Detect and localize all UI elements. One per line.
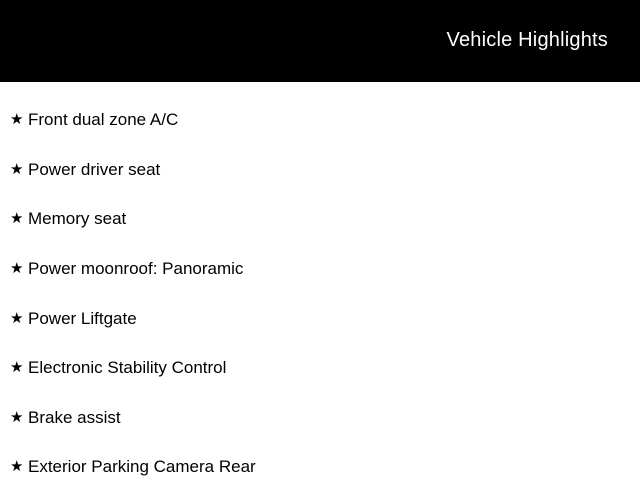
star-icon: ★	[10, 160, 24, 178]
list-item-label: Power driver seat	[28, 159, 161, 179]
list-item-label: Electronic Stability Control	[28, 358, 227, 378]
list-item	[0, 145, 640, 195]
star-icon: ★	[10, 458, 24, 476]
star-icon: ★	[10, 111, 24, 129]
list-item	[0, 343, 640, 393]
star-icon: ★	[10, 260, 24, 278]
list-item	[0, 393, 640, 443]
list-item-label: Exterior Parking Camera Rear	[28, 457, 256, 477]
star-icon: ★	[10, 408, 24, 426]
list-item-label: Power Liftgate	[28, 308, 137, 328]
list-item	[0, 293, 640, 343]
list-item-label: Brake assist	[28, 407, 121, 427]
star-icon: ★	[10, 359, 24, 377]
list-item	[0, 194, 640, 244]
vehicle-highlights-list	[0, 82, 640, 492]
star-icon: ★	[10, 210, 24, 228]
page-header	[0, 0, 640, 82]
list-item	[0, 244, 640, 294]
list-item	[0, 442, 640, 492]
list-item	[0, 95, 640, 145]
page-title: Vehicle Highlights	[446, 29, 608, 51]
list-item-label: Front dual zone A/C	[28, 110, 179, 130]
list-item-label: Memory seat	[28, 209, 127, 229]
list-item-label: Power moonroof: Panoramic	[28, 259, 244, 279]
star-icon: ★	[10, 309, 24, 327]
